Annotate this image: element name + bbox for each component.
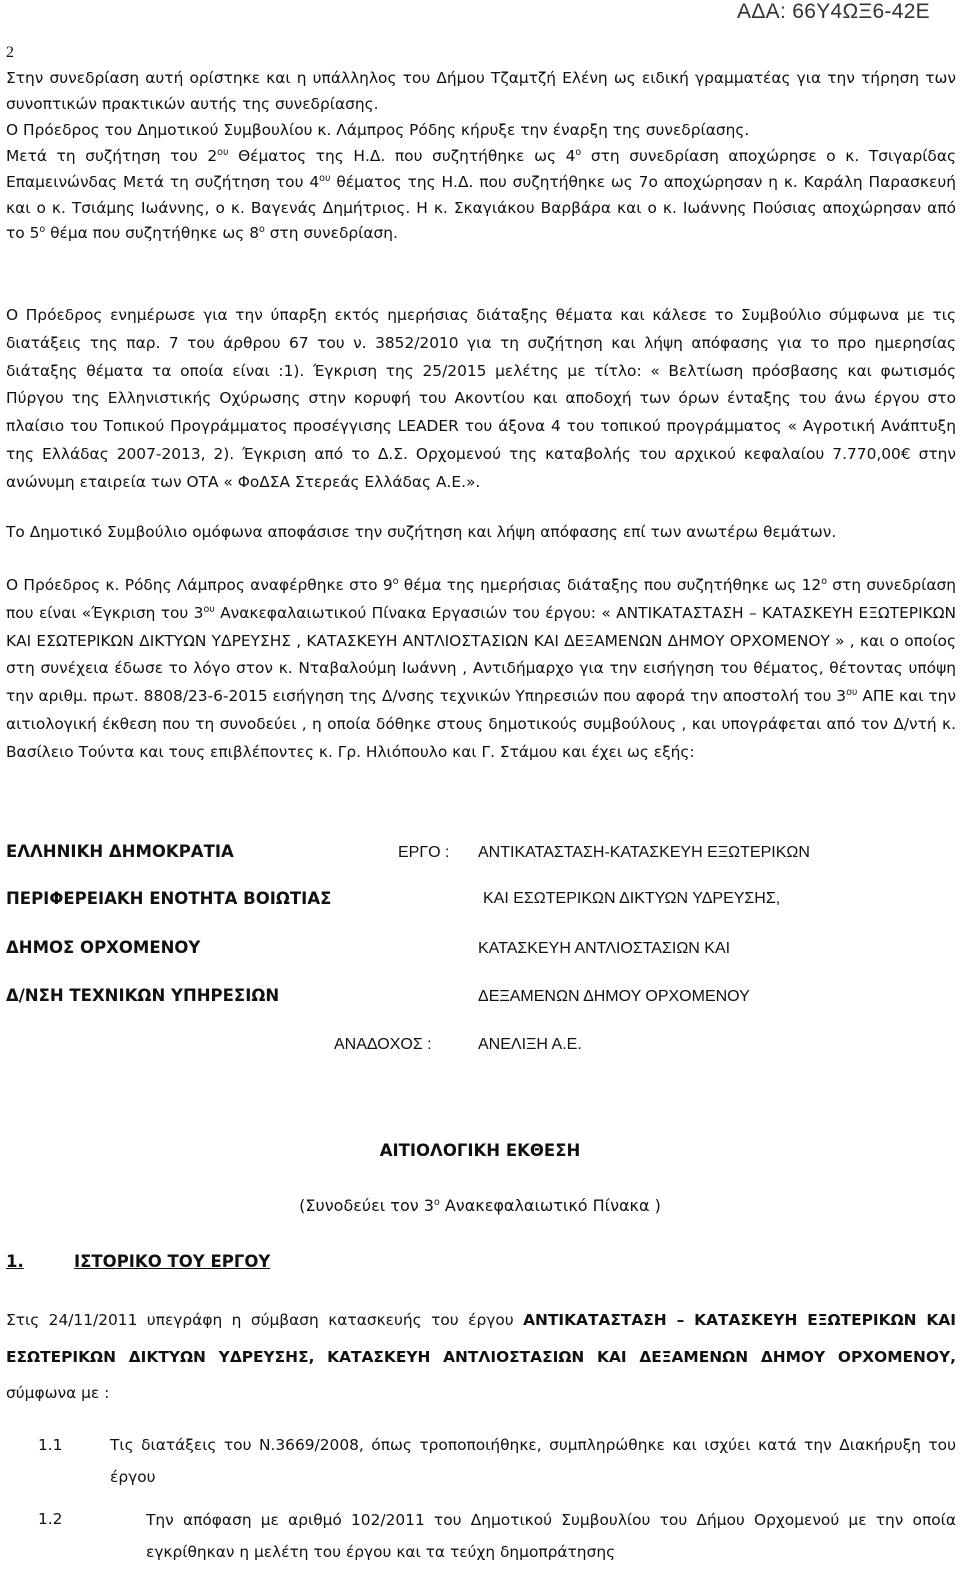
chairman-text: στη συνεδρίαση που είναι «Έγκριση του 3 bbox=[6, 576, 957, 622]
off-agenda-paragraph: Ο Πρόεδρος ενημέρωσε για την ύπαρξη εκτός ημερήσιας διάταξης θέματα και κάλεσε το Συμβούλιο σύμφωνα με τις διατάξεις της παρ. 7 του άρθρου 67 του ν. 3852/2010 για τη συζήτηση και λήψη απόφασης για το προ ημερησίας διάταξης θέματα τα οποία είναι :1). Έγκριση της 25/2015 μελέτης με τίτλο: « Βελτίωση πρόσβασης και φωτισμός Πύργου της Ελληνιστικής Οχύρωσης στην κορυφή του Ακοντίου και αποδοχή των όρων ένταξης του άνω έργου στο πλαίσιο του Τοπικού Προγράμματος προσέγγισης LEADER του άξονα 4 του τοπικού προγράμματος « Αγροτική Ανάπτυξη της Ελλάδας 2007-2013, 2). Έγκριση από το Δ.Σ. Ορχομενού της καταβολής του αρχικού κεφαλαίου 7.770,00€ στην ανώνυμη εταιρεία των ΟΤΑ « ΦοΔΣΑ Στερεάς Ελλάδας Α.Ε.». bbox=[6, 306, 956, 491]
ada-watermark: ΑΔΑ: 66Υ4ΩΞ6-42Ε bbox=[737, 0, 930, 23]
chairman-text: θέμα της ημερήσιας διάταξης που συζητήθηκε ως 12 bbox=[398, 576, 822, 594]
header-region: ΠΕΡΙΦΕΡΕΙΑΚΗ ΕΝΟΤΗΤΑ ΒΟΙΩΤΙΑΣ bbox=[6, 889, 332, 908]
secretary-sentence: Στην συνεδρίαση αυτή ορίστηκε και η υπάλληλος του Δήμου Τζαμτζή Ελένη ως ειδική γραμματέας για την τήρηση των συνοπτικών πρακτικών αυτής της συνεδρίασης. bbox=[6, 69, 956, 113]
list-item-number: 1.2 bbox=[38, 1510, 63, 1528]
superscript: ο bbox=[392, 576, 399, 587]
chairman-paragraph bbox=[6, 572, 956, 767]
departures-text: Μετά τη συζήτηση του 2 bbox=[6, 146, 218, 165]
council-decision-paragraph: Το Δημοτικό Συμβούλιο ομόφωνα αποφάσισε την συζήτηση και λήψη απόφασης επί των ανωτέρω θεμάτων. bbox=[6, 523, 837, 541]
report-subtitle-text: Ανακεφαλαιωτικό Πίνακα ) bbox=[439, 1196, 661, 1215]
section-1-intro bbox=[6, 1302, 956, 1412]
header-directorate: Δ/ΝΣΗ ΤΕΧΝΙΚΩΝ ΥΠΗΡΕΣΙΩΝ bbox=[6, 986, 280, 1005]
superscript: ο bbox=[39, 224, 46, 236]
report-subtitle bbox=[0, 1196, 960, 1215]
departures-text: θέμα που συζητήθηκε ως 8 bbox=[45, 224, 259, 243]
section-1-title: ΙΣΤΟΡΙΚΟ ΤΟΥ ΕΡΓΟΥ bbox=[74, 1252, 271, 1271]
anadoxos-label: ΑΝΑΔΟΧΟΣ : bbox=[334, 1036, 432, 1053]
ergo-line-4: ΔΕΞΑΜΕΝΩΝ ΔΗΜΟΥ ΟΡΧΟΜΕΝΟΥ bbox=[478, 988, 750, 1005]
ergo-line-1: ΑΝΤΙΚΑΤΑΣΤΑΣΗ-ΚΑΤΑΣΚΕΥΗ ΕΞΩΤΕΡΙΚΩΝ bbox=[478, 844, 810, 861]
departures-text: στη συνεδρίαση. bbox=[264, 224, 398, 243]
superscript: ο bbox=[821, 576, 827, 587]
chairman-text: Ο Πρόεδρος κ. Ρόδης Λάμπρος αναφέρθηκε στο 9 bbox=[6, 576, 393, 594]
departures-text: Θέματος της Η.Δ. που συζητήθηκε ως 4 bbox=[228, 146, 576, 165]
anadoxos-value: ΑΝΕΛΙΞΗ Α.Ε. bbox=[478, 1036, 582, 1053]
superscript: ου bbox=[203, 603, 215, 615]
superscript: ου bbox=[846, 687, 858, 699]
opening-sentence: Ο Πρόεδρος του Δημοτικού Συμβουλίου κ. Λάμπρος Ρόδης κήρυξε την έναρξη της συνεδρίασης. bbox=[6, 120, 750, 139]
list-item: Την απόφαση με αριθμό 102/2011 του Δημοτικού Συμβουλίου του Δήμου Ορχομενού με την οποία εγκρίθηκαν η μελέτη του έργου και τα τεύχη δημοπράτησης bbox=[146, 1511, 956, 1561]
project-title-bold: ΑΝΤΙΚΑΤΑΣΤΑΣΗ – ΚΑΤΑΣΚΕΥΗ ΕΞΩΤΕΡΙΚΩΝ ΚΑΙ ΕΣΩΤΕΡΙΚΩΝ ΔΙΚΤΥΩΝ ΥΔΡΕΥΣΗΣ, ΚΑΤΑΣΚΕΥΗ ΑΝΤΛΙΟΣΤΑΣΙΩΝ ΚΑΙ ΔΕΞΑΜΕΝΩΝ ΔΗΜΟΥ ΟΡΧΟΜΕΝΟΥ, bbox=[6, 1311, 956, 1366]
intro-text: Στις 24/11/2011 υπεγράφη η σύμβαση κατασκευής του έργου bbox=[6, 1311, 524, 1329]
list-item-number: 1.1 bbox=[38, 1436, 63, 1454]
report-subtitle-text: (Συνοδεύει τον 3 bbox=[299, 1196, 434, 1215]
superscript: ο bbox=[575, 146, 582, 158]
ergo-label: ΕΡΓΟ : bbox=[398, 844, 450, 861]
section-1-number: 1. bbox=[6, 1252, 24, 1271]
chairman-text: Ανακεφαλαιωτικού Πίνακα Εργασιών του έργου: « ΑΝΤΙΚΑΤΑΣΤΑΣΗ – ΚΑΤΑΣΚΕΥΗ ΕΞΩΤΕΡΙΚΩΝ ΚΑΙ ΕΣΩΤΕΡΙΚΩΝ ΔΙΚΤΥΩΝ ΥΔΡΕΥΣΗΣ , ΚΑΤΑΣΚΕΥΗ ΑΝΤΛΙΟΣΤΑΣΙΩΝ ΚΑΙ ΔΕΞΑΜΕΝΩΝ ΔΗΜΟΥ ΟΡΧΟΜΕΝΟΥ » , και ο οποίος στη συνέχεια έδωσε το λόγο στον κ. Νταβαλούμη Ιωάννη , Αντιδήμαρχο για την εισήγηση του θέματος, θέτοντας υπόψη την αριθμ. πρωτ. 8808/23-6-2015 εισήγηση της Δ/νσης τεχνικών Υπηρεσιών που αφορά την αποστολή του 3 bbox=[6, 603, 956, 706]
departures-text: θέματος της Η.Δ. που συζητήθηκε ως 7ο αποχώρησαν η κ. Καράλη Παρασκευή και ο κ. Τσιάμης Ιωάννης, ο κ. Βαγενάς Δημήτριος. Η κ. Σκαγιάκου Βαρβάρα και ο κ. Ιωάννης Πούσιας αποχώρησαν από το 5 bbox=[6, 172, 956, 243]
superscript: ου bbox=[319, 172, 331, 184]
attendance-paragraph bbox=[6, 66, 956, 247]
ergo-line-2: ΚΑΙ ΕΣΩΤΕΡΙΚΩΝ ΔΙΚΤΥΩΝ ΥΔΡΕΥΣΗΣ, bbox=[483, 890, 781, 907]
list-item: Τις διατάξεις του Ν.3669/2008, όπως τροποποιήθηκε, συμπληρώθηκε και ισχύει κατά την Διακήρυξη του έργου bbox=[110, 1436, 956, 1486]
superscript: ο bbox=[259, 224, 265, 236]
ergo-line-3: ΚΑΤΑΣΚΕΥΗ ΑΝΤΛΙΟΣΤΑΣΙΩΝ ΚΑΙ bbox=[478, 940, 731, 957]
superscript: ου bbox=[217, 146, 229, 158]
departures-text: στη συνεδρίαση αποχώρησε ο κ. Τσιγαρίδας Επαμεινώνδας Μετά τη συζήτηση του 4 bbox=[6, 146, 957, 191]
header-municipality: ΔΗΜΟΣ ΟΡΧΟΜΕΝΟΥ bbox=[6, 938, 201, 957]
report-title: ΑΙΤΙΟΛΟΓΙΚΗ ΕΚΘΕΣΗ bbox=[379, 1141, 581, 1160]
intro-text: σύμφωνα με : bbox=[6, 1384, 110, 1402]
superscript: ο bbox=[433, 1197, 440, 1208]
header-republic: ΕΛΛΗΝΙΚΗ ΔΗΜΟΚΡΑΤΙΑ bbox=[6, 842, 234, 861]
page-number: 2 bbox=[6, 44, 14, 61]
chairman-text: ΑΠΕ και την αιτιολογική έκθεση που τη συνοδεύει , η οποία δόθηκε στους δημοτικούς συμβούλους , και υπογράφεται από τον Δ/ντή κ. Βασίλειο Τούντα και τους επιβλέποντες κ. Γρ. Ηλιόπουλο και Γ. Στάμου και έχει ως εξής: bbox=[6, 687, 956, 761]
